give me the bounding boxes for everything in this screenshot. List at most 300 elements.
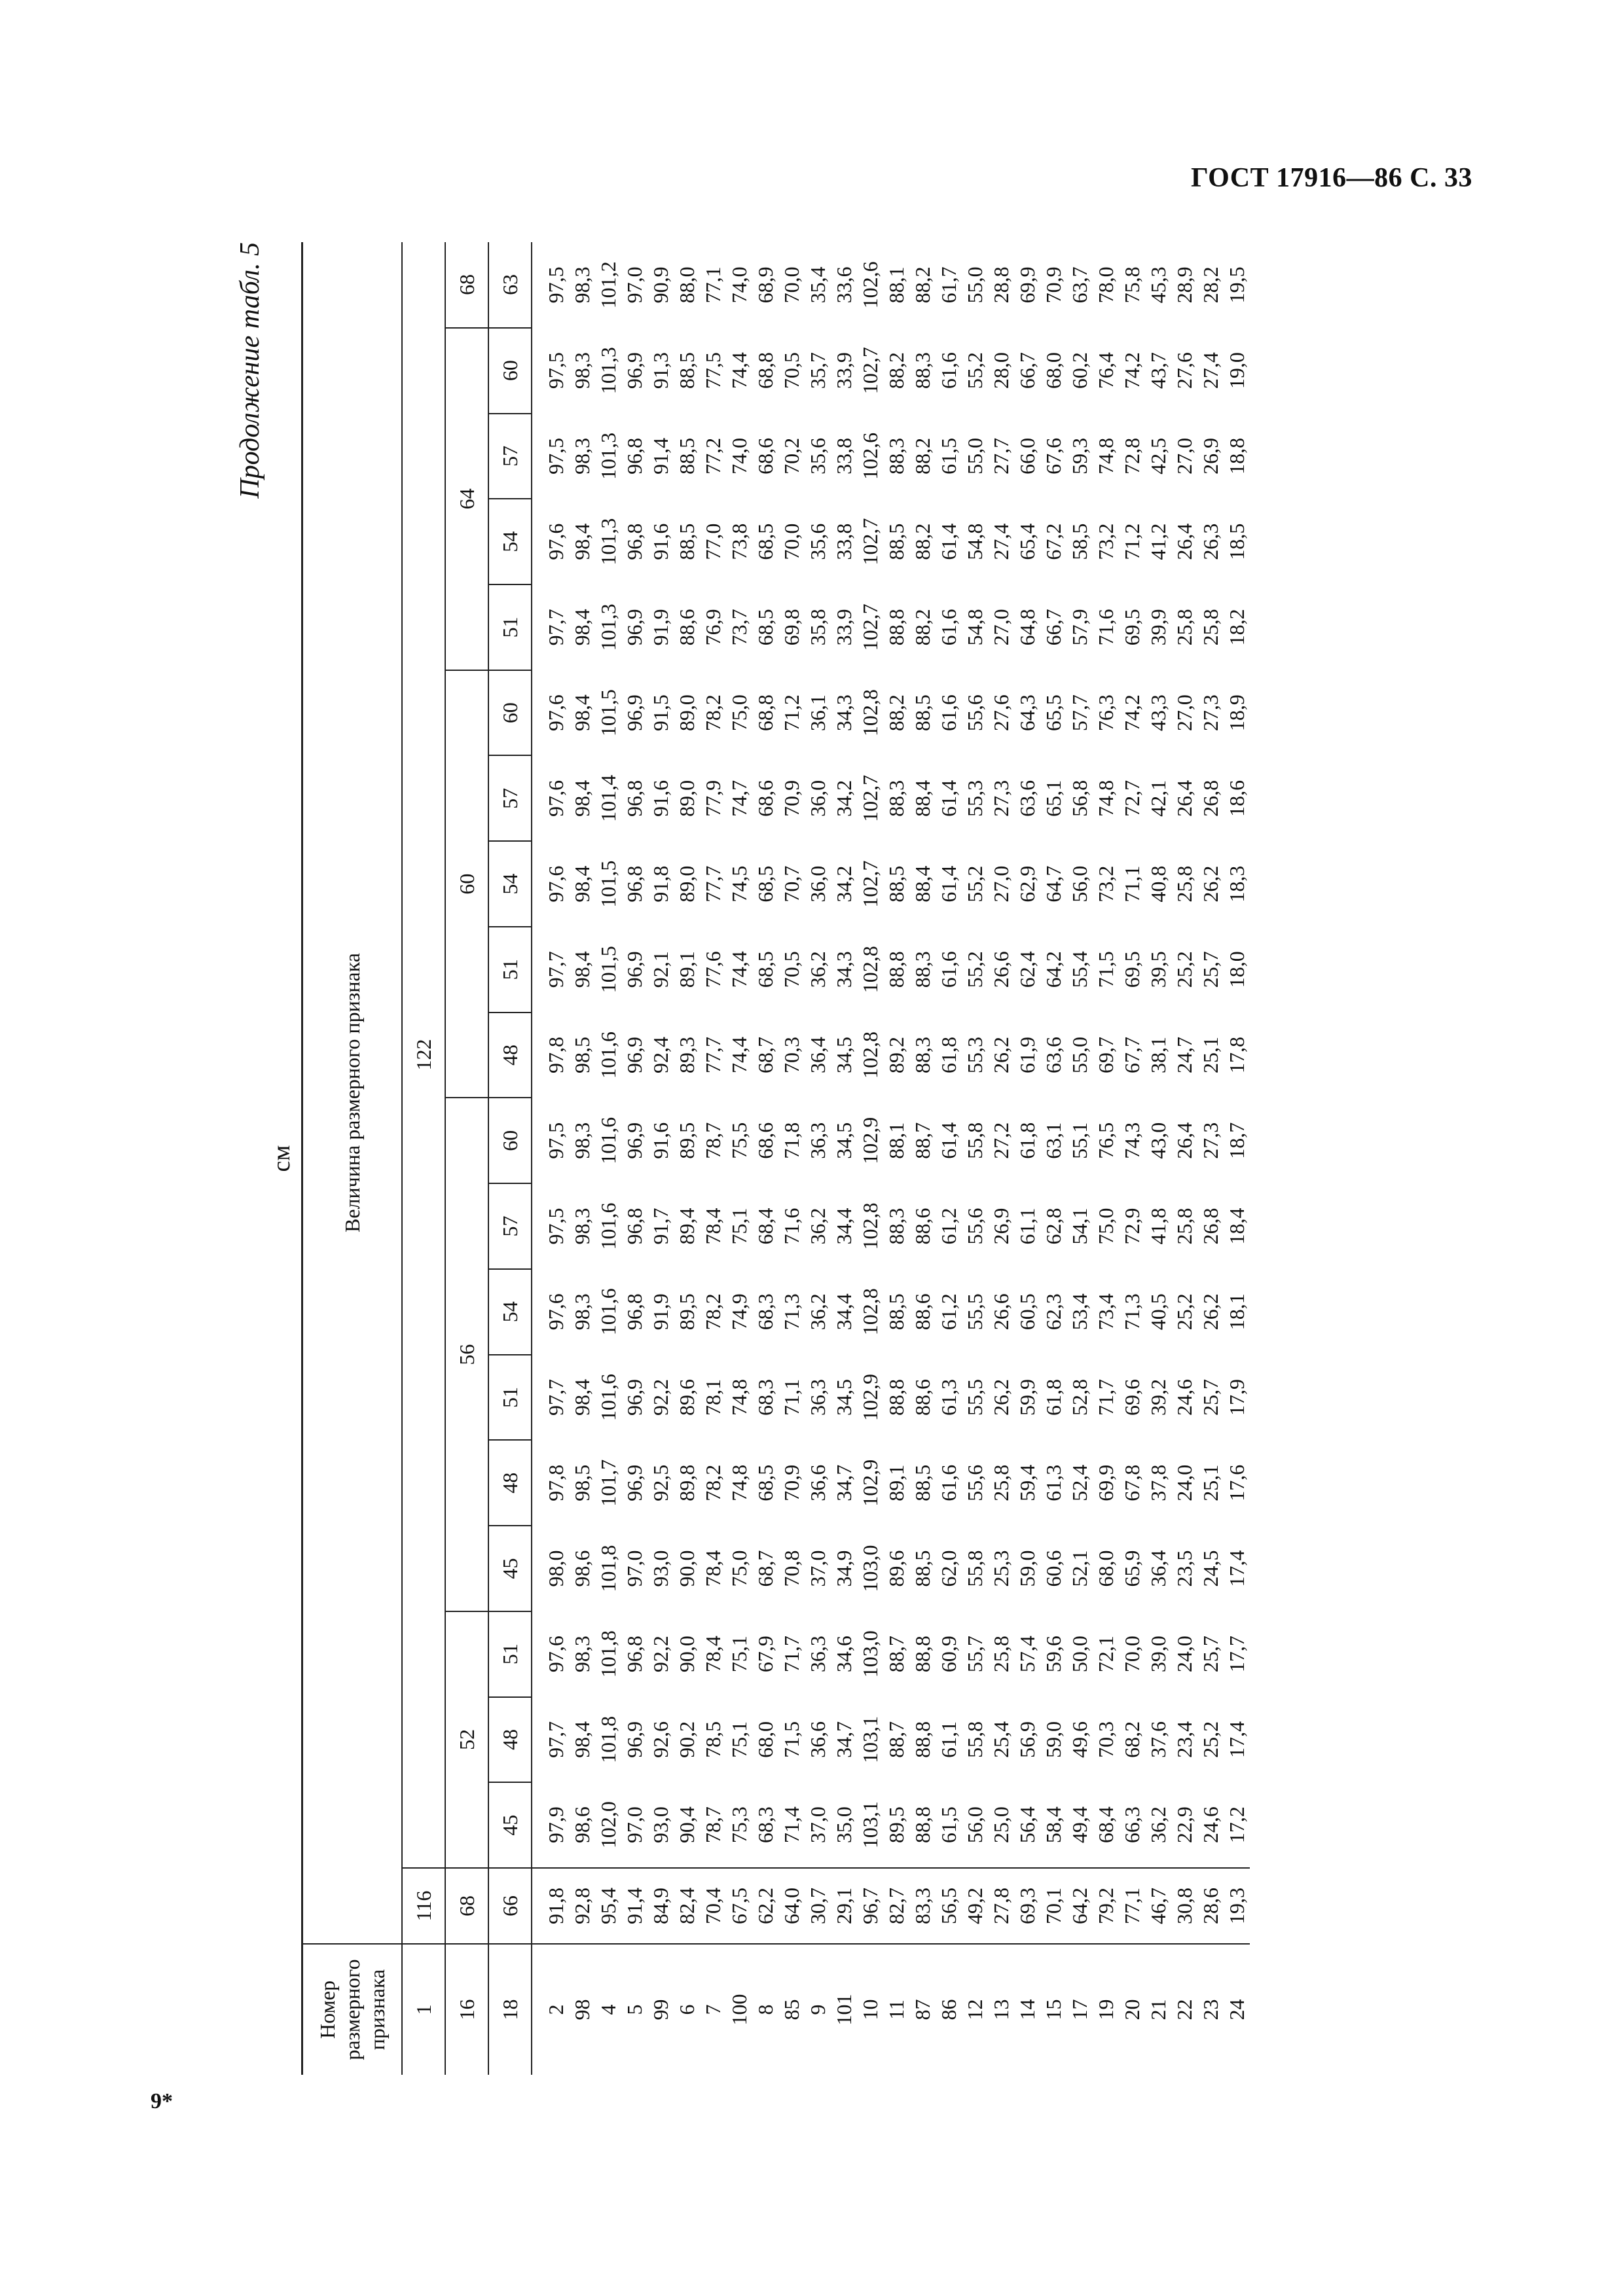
row-label-1: 1 [402, 1944, 445, 2075]
table-cell: 78,4 [701, 1636, 725, 1673]
table-cell: 102,8 [858, 946, 882, 994]
table-cell: 55,2 [963, 352, 987, 389]
header-116: 116 [402, 1868, 445, 1944]
table-cell: 70,0 [780, 266, 803, 304]
table-cell: 96,9 [623, 1464, 646, 1501]
table-cell: 36,3 [806, 1636, 830, 1673]
table-cell: 68,8 [754, 352, 777, 389]
table-cell: 56,5 [936, 1868, 962, 1944]
table-cell: 39,0 [1146, 1636, 1170, 1673]
table-cell: 102,8 [858, 1288, 882, 1336]
table-cell: 59,9 [1015, 1378, 1039, 1416]
table-cell: 65,1 [1042, 780, 1065, 817]
table-cell: 46,7 [1145, 1868, 1171, 1944]
table-cell: 89,3 [675, 1037, 699, 1074]
table-cell: 98,3 [570, 266, 594, 304]
table-cell: 98,3 [570, 1293, 594, 1331]
column-header: 57 [488, 414, 532, 499]
table-cell: 39,9 [1146, 609, 1170, 646]
table-cell: 26,9 [1199, 437, 1222, 475]
table-cell: 88,5 [884, 865, 908, 903]
table-cell: 27,0 [989, 865, 1013, 903]
table-cell: 36,1 [806, 694, 830, 732]
table-cell: 88,3 [884, 780, 908, 817]
table-cell: 96,9 [623, 1721, 646, 1758]
table-cell: 25,3 [989, 1550, 1013, 1587]
header-64: 64 [445, 328, 488, 670]
table-cell: 91,8 [532, 1868, 569, 1944]
table-cell: 75,3 [727, 1806, 751, 1844]
table-cell: 74,2 [1120, 352, 1144, 389]
table-cell: 88,5 [884, 523, 908, 560]
column-header: 60 [488, 1098, 532, 1183]
table-cell: 24,5 [1199, 1550, 1222, 1587]
table-cell: 37,6 [1146, 1721, 1170, 1758]
table-cell: 102,7 [858, 860, 882, 908]
table-cell: 17,4 [1225, 1550, 1249, 1587]
table-cell: 18,7 [1225, 1122, 1249, 1159]
rotated-table-block [216, 242, 1460, 2075]
table-cell: 68,4 [1094, 1806, 1118, 1844]
table-cell: 63,6 [1015, 780, 1039, 817]
row-label: 22 [1171, 1944, 1197, 2075]
table-cell: 89,8 [675, 1464, 699, 1501]
table-cell: 23,5 [1173, 1550, 1196, 1587]
table-cell: 25,7 [1199, 1378, 1222, 1416]
table-cell: 73,4 [1094, 1293, 1118, 1331]
table-cell: 90,0 [675, 1550, 699, 1587]
table-cell: 17,8 [1225, 1037, 1249, 1074]
table-cell: 101,3 [596, 347, 620, 395]
table-cell: 54,1 [1068, 1208, 1091, 1245]
table-row [1224, 242, 1250, 2075]
table-cell: 88,5 [884, 1293, 908, 1331]
row-label: 17 [1067, 1944, 1093, 2075]
table-cell: 78,7 [701, 1122, 725, 1159]
table-cell: 68,3 [754, 1806, 777, 1844]
table-cell: 103,0 [858, 1545, 882, 1592]
table-cell: 101,6 [596, 1117, 620, 1164]
table-cell: 88,8 [884, 609, 908, 646]
table-cell: 68,6 [754, 780, 777, 817]
table-cell: 61,3 [1042, 1464, 1065, 1501]
table-cell: 88,5 [911, 1550, 934, 1587]
table-cell: 102,7 [858, 774, 882, 822]
table-cell: 26,2 [989, 1037, 1013, 1074]
table-cell: 98,3 [570, 1636, 594, 1673]
table-cell: 24,0 [1173, 1636, 1196, 1673]
table-cell: 34,7 [832, 1721, 856, 1758]
table-cell: 26,4 [1173, 523, 1196, 560]
table-cell: 37,0 [806, 1806, 830, 1844]
table-cell: 39,5 [1146, 951, 1170, 988]
table-cell: 96,8 [623, 523, 646, 560]
table-cell: 91,5 [649, 694, 672, 732]
table-cell: 35,4 [806, 266, 830, 304]
table-cell: 82,7 [883, 1868, 909, 1944]
table-cell: 91,6 [649, 523, 672, 560]
table-cell: 28,0 [989, 352, 1013, 389]
row-label: 24 [1224, 1944, 1250, 2075]
row-label: 9 [805, 1944, 831, 2075]
table-cell: 55,5 [963, 1293, 987, 1331]
table-cell: 66,3 [1120, 1806, 1144, 1844]
table-cell: 97,7 [544, 1721, 568, 1758]
table-cell: 71,3 [780, 1293, 803, 1331]
table-cell: 101,3 [596, 603, 620, 651]
table-cell: 38,1 [1146, 1037, 1170, 1074]
table-cell: 88,2 [884, 694, 908, 732]
table-cell: 36,2 [806, 951, 830, 988]
table-cell: 76,9 [701, 609, 725, 646]
table-cell: 61,4 [937, 865, 960, 903]
table-cell: 88,3 [884, 1208, 908, 1245]
table-cell: 72,8 [1120, 437, 1144, 475]
table-cell: 78,2 [701, 1293, 725, 1331]
row-label-18: 18 [488, 1944, 532, 2075]
table-cell: 97,6 [544, 865, 568, 903]
table-cell: 74,0 [727, 437, 751, 475]
table-row [595, 242, 621, 2075]
table-row [1119, 242, 1145, 2075]
table-cell: 58,4 [1042, 1806, 1065, 1844]
table-cell: 61,6 [937, 951, 960, 988]
table-cell: 43,3 [1146, 694, 1170, 732]
header-52: 52 [445, 1611, 488, 1868]
table-cell: 17,7 [1225, 1636, 1249, 1673]
table-cell: 83,3 [909, 1868, 936, 1944]
table-cell: 78,2 [701, 694, 725, 732]
table-cell: 30,8 [1171, 1868, 1197, 1944]
table-cell: 34,5 [832, 1122, 856, 1159]
table-cell: 55,0 [963, 437, 987, 475]
table-cell: 91,3 [649, 352, 672, 389]
table-cell: 97,6 [544, 523, 568, 560]
table-cell: 68,8 [754, 694, 777, 732]
table-cell: 25,7 [1199, 951, 1222, 988]
table-cell: 62,3 [1042, 1293, 1065, 1331]
table-cell: 67,5 [726, 1868, 752, 1944]
table-cell: 89,0 [675, 780, 699, 817]
table-cell: 27,4 [1199, 352, 1222, 389]
table-cell: 25,2 [1199, 1721, 1222, 1758]
table-cell: 98,3 [570, 1208, 594, 1245]
table-cell: 26,8 [1199, 1208, 1222, 1245]
table-cell: 88,8 [911, 1636, 934, 1673]
table-cell: 89,0 [675, 865, 699, 903]
table-cell: 58,5 [1068, 523, 1091, 560]
table-cell: 97,8 [544, 1464, 568, 1501]
table-cell: 96,9 [623, 1037, 646, 1074]
table-cell: 98,4 [570, 865, 594, 903]
table-cell: 101,8 [596, 1630, 620, 1678]
table-cell: 26,6 [989, 951, 1013, 988]
table-cell: 73,2 [1094, 865, 1118, 903]
table-cell: 88,5 [675, 523, 699, 560]
table-cell: 69,9 [1094, 1464, 1118, 1501]
table-cell: 88,3 [911, 352, 934, 389]
table-cell: 91,6 [649, 780, 672, 817]
column-header: 54 [488, 1269, 532, 1355]
table-cell: 55,2 [963, 865, 987, 903]
table-cell: 26,4 [1173, 780, 1196, 817]
table-cell: 26,2 [989, 1378, 1013, 1416]
table-cell: 43,0 [1146, 1122, 1170, 1159]
table-cell: 62,4 [1015, 951, 1039, 988]
table-row [674, 242, 700, 2075]
table-cell: 88,3 [911, 951, 934, 988]
table-cell: 25,8 [989, 1464, 1013, 1501]
table-cell: 64,7 [1042, 865, 1065, 903]
table-cell: 89,5 [675, 1293, 699, 1331]
table-cell: 98,5 [570, 1037, 594, 1074]
table-cell: 96,9 [623, 352, 646, 389]
table-cell: 78,2 [701, 1464, 725, 1501]
table-cell: 36,4 [806, 1037, 830, 1074]
table-cell: 18,9 [1225, 694, 1249, 732]
table-cell: 89,6 [884, 1550, 908, 1587]
table-cell: 96,9 [623, 951, 646, 988]
table-cell: 70,2 [780, 437, 803, 475]
table-cell: 92,2 [649, 1636, 672, 1673]
table-cell: 102,9 [858, 1117, 882, 1164]
table-cell: 25,0 [989, 1806, 1013, 1844]
table-cell: 97,5 [544, 266, 568, 304]
table-cell: 53,4 [1068, 1293, 1091, 1331]
column-header: 66 [488, 1868, 532, 1944]
table-cell: 98,4 [570, 694, 594, 732]
table-cell: 68,0 [1042, 352, 1065, 389]
table-cell: 88,2 [911, 523, 934, 560]
table-cell: 52,8 [1068, 1378, 1091, 1416]
table-row [883, 242, 909, 2075]
table-cell: 71,1 [780, 1378, 803, 1416]
table-cell: 52,1 [1068, 1550, 1091, 1587]
table-cell: 36,3 [806, 1122, 830, 1159]
table-cell: 76,3 [1094, 694, 1118, 732]
column-header: 48 [488, 1697, 532, 1783]
table-cell: 36,6 [806, 1464, 830, 1501]
table-cell: 91,4 [621, 1868, 647, 1944]
table-cell: 90,9 [649, 266, 672, 304]
table-row [962, 242, 988, 2075]
table-cell: 71,4 [780, 1806, 803, 1844]
table-cell: 84,9 [647, 1868, 674, 1944]
table-cell: 62,8 [1042, 1208, 1065, 1245]
table-row [805, 242, 831, 2075]
table-cell: 71,7 [1094, 1378, 1118, 1416]
table-cell: 68,3 [754, 1378, 777, 1416]
table-cell: 19,3 [1224, 1868, 1250, 1944]
row-label: 12 [962, 1944, 988, 2075]
table-cell: 61,2 [937, 1293, 960, 1331]
table-cell: 88,3 [911, 1037, 934, 1074]
table-cell: 75,0 [727, 694, 751, 732]
table-cell: 27,7 [989, 437, 1013, 475]
table-cell: 95,4 [595, 1868, 621, 1944]
row-label: 10 [857, 1944, 883, 2075]
table-cell: 88,0 [675, 266, 699, 304]
table-cell: 75,1 [727, 1208, 751, 1245]
column-header: 60 [488, 670, 532, 756]
table-cell: 101,5 [596, 946, 620, 994]
table-cell: 34,7 [832, 1464, 856, 1501]
table-cell: 77,6 [701, 951, 725, 988]
table-cell: 65,5 [1042, 694, 1065, 732]
table-cell: 49,6 [1068, 1721, 1091, 1758]
table-cell: 71,5 [780, 1721, 803, 1758]
table-cell: 68,3 [754, 1293, 777, 1331]
table-cell: 64,2 [1042, 951, 1065, 988]
row-label: 4 [595, 1944, 621, 2075]
table-cell: 97,5 [544, 352, 568, 389]
table-cell: 55,8 [963, 1550, 987, 1587]
table-cell: 59,0 [1015, 1550, 1039, 1587]
table-cell: 55,6 [963, 1208, 987, 1245]
row-label-16: 16 [445, 1944, 488, 2075]
table-row [936, 242, 962, 2075]
table-cell: 89,5 [675, 1122, 699, 1159]
table-cell: 101,5 [596, 860, 620, 908]
table-cell: 89,0 [675, 694, 699, 732]
table-cell: 68,0 [754, 1721, 777, 1758]
table-cell: 61,1 [1015, 1208, 1039, 1245]
table-cell: 71,2 [780, 694, 803, 732]
table-cell: 30,7 [805, 1868, 831, 1944]
page-number-mark: 9* [151, 2089, 173, 2113]
table-cell: 36,4 [1146, 1550, 1170, 1587]
table-cell: 27,6 [989, 694, 1013, 732]
table-cell: 34,3 [832, 694, 856, 732]
table-cell: 74,7 [727, 780, 751, 817]
table-cell: 98,4 [570, 1378, 594, 1416]
table-cell: 97,5 [544, 437, 568, 475]
table-cell: 36,6 [806, 1721, 830, 1758]
table-cell: 55,7 [963, 1636, 987, 1673]
table-cell: 55,6 [963, 1464, 987, 1501]
table-cell: 88,8 [911, 1806, 934, 1844]
table-cell: 60,5 [1015, 1293, 1039, 1331]
table-cell: 25,1 [1199, 1464, 1222, 1501]
table-cell: 77,0 [701, 523, 725, 560]
table-cell: 90,2 [675, 1721, 699, 1758]
table-cell: 88,2 [884, 352, 908, 389]
table-cell: 91,9 [649, 1293, 672, 1331]
table-cell: 88,7 [911, 1122, 934, 1159]
table-cell: 17,9 [1225, 1378, 1249, 1416]
table-cell: 55,1 [1068, 1122, 1091, 1159]
table-cell: 68,5 [754, 1464, 777, 1501]
table-cell: 68,4 [754, 1208, 777, 1245]
table-cell: 69,3 [1014, 1868, 1040, 1944]
table-cell: 68,9 [754, 266, 777, 304]
table-cell: 55,8 [963, 1122, 987, 1159]
table-cell: 59,4 [1015, 1464, 1039, 1501]
table-cell: 101,6 [596, 1373, 620, 1421]
table-cell: 96,8 [623, 1208, 646, 1245]
table-cell: 26,6 [989, 1293, 1013, 1331]
table-cell: 34,9 [832, 1550, 856, 1587]
table-cell: 70,0 [1120, 1636, 1144, 1673]
table-cell: 88,2 [911, 437, 934, 475]
row-label: 23 [1197, 1944, 1224, 2075]
table-cell: 70,7 [780, 865, 803, 903]
table-cell: 27,3 [1199, 1122, 1222, 1159]
table-row [909, 242, 936, 2075]
table-cell: 97,0 [623, 266, 646, 304]
table-cell: 96,9 [623, 694, 646, 732]
table-cell: 67,9 [754, 1636, 777, 1673]
table-cell: 61,1 [937, 1721, 960, 1758]
row-label: 13 [988, 1944, 1014, 2075]
table-cell: 92,2 [649, 1378, 672, 1416]
table-cell: 26,2 [1199, 1293, 1222, 1331]
table-row [1014, 242, 1040, 2075]
table-cell: 67,8 [1120, 1464, 1144, 1501]
table-cell: 78,4 [701, 1550, 725, 1587]
table-cell: 61,4 [937, 1122, 960, 1159]
table-top-area [216, 242, 301, 2075]
table-cell: 88,2 [911, 266, 934, 304]
table-cell: 96,8 [623, 1636, 646, 1673]
corner-label: Номер размерного признака [302, 1944, 403, 2075]
table-cell: 34,6 [832, 1636, 856, 1673]
table-row [1040, 242, 1067, 2075]
table-cell: 73,8 [727, 523, 751, 560]
column-header: 45 [488, 1782, 532, 1868]
table-cell: 37,8 [1146, 1464, 1170, 1501]
row-label: 6 [674, 1944, 700, 2075]
table-cell: 97,9 [544, 1806, 568, 1844]
table-cell: 97,0 [623, 1806, 646, 1844]
table-cell: 68,7 [754, 1550, 777, 1587]
table-row [752, 242, 778, 2075]
table-cell: 97,6 [544, 780, 568, 817]
table-cell: 18,3 [1225, 865, 1249, 903]
table-cell: 26,3 [1199, 523, 1222, 560]
table-cell: 72,7 [1120, 780, 1144, 817]
table-cell: 68,7 [754, 1037, 777, 1074]
table-cell: 96,8 [623, 780, 646, 817]
table-cell: 98,4 [570, 523, 594, 560]
table-cell: 36,2 [806, 1293, 830, 1331]
table-cell: 36,0 [806, 780, 830, 817]
table-cell: 89,1 [675, 951, 699, 988]
table-cell: 97,6 [544, 1636, 568, 1673]
table-cell: 71,7 [780, 1636, 803, 1673]
table-cell: 37,0 [806, 1550, 830, 1587]
table-row [857, 242, 883, 2075]
table-cell: 54,8 [963, 523, 987, 560]
table-cell: 61,5 [937, 1806, 960, 1844]
table-cell: 28,8 [989, 266, 1013, 304]
table-cell: 102,6 [858, 432, 882, 480]
table-cell: 67,2 [1042, 523, 1065, 560]
table-cell: 25,2 [1173, 1293, 1196, 1331]
size-table [301, 242, 1250, 2075]
table-cell: 98,5 [570, 1464, 594, 1501]
table-cell: 74,8 [727, 1378, 751, 1416]
table-cell: 96,9 [623, 1378, 646, 1416]
table-cell: 75,0 [1094, 1208, 1118, 1245]
table-cell: 66,0 [1015, 437, 1039, 475]
table-cell: 103,0 [858, 1630, 882, 1678]
table-cell: 101,6 [596, 1202, 620, 1250]
table-cell: 26,4 [1173, 1122, 1196, 1159]
table-cell: 27,3 [1199, 694, 1222, 732]
table-cell: 25,8 [989, 1636, 1013, 1673]
table-cell: 64,3 [1015, 694, 1039, 732]
